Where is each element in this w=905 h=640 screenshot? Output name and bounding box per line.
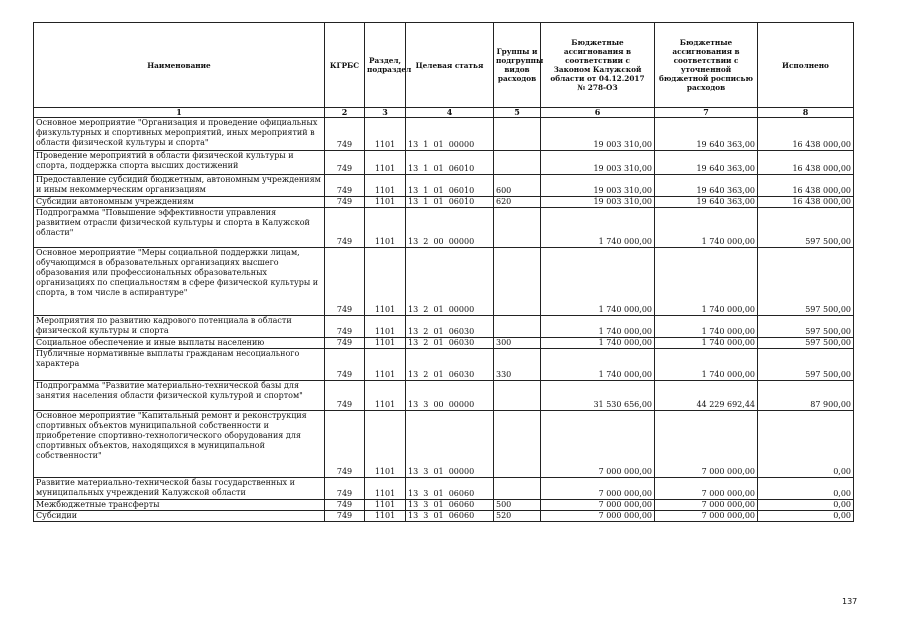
row-law-amount: 7 000 000,00 xyxy=(541,411,655,478)
row-kgrbs: 749 xyxy=(325,175,365,197)
table-row xyxy=(34,500,854,511)
column-number-row xyxy=(34,108,854,118)
row-target: 13 2 01 06030 xyxy=(406,349,494,381)
row-law-amount: 7 000 000,00 xyxy=(541,500,655,511)
column-number: 4 xyxy=(406,108,494,118)
row-section: 1101 xyxy=(365,478,406,500)
row-group xyxy=(494,478,541,500)
column-number: 1 xyxy=(34,108,325,118)
row-section: 1101 xyxy=(365,175,406,197)
row-section: 1101 xyxy=(365,511,406,522)
row-group: 520 xyxy=(494,511,541,522)
row-kgrbs: 749 xyxy=(325,338,365,349)
column-number: 6 xyxy=(541,108,655,118)
row-refined-amount: 7 000 000,00 xyxy=(655,500,758,511)
column-number: 8 xyxy=(758,108,854,118)
row-executed-amount: 16 438 000,00 xyxy=(758,151,854,175)
row-refined-amount: 1 740 000,00 xyxy=(655,338,758,349)
row-target: 13 2 01 06030 xyxy=(406,316,494,338)
row-section: 1101 xyxy=(365,151,406,175)
row-refined-amount: 19 640 363,00 xyxy=(655,118,758,151)
budget-execution-table xyxy=(33,22,854,522)
row-group xyxy=(494,248,541,316)
row-group: 500 xyxy=(494,500,541,511)
row-executed-amount: 16 438 000,00 xyxy=(758,197,854,208)
row-group xyxy=(494,118,541,151)
row-refined-amount: 44 229 692,44 xyxy=(655,381,758,411)
row-law-amount: 19 003 310,00 xyxy=(541,118,655,151)
row-group: 300 xyxy=(494,338,541,349)
row-name: Проведение мероприятий в области физической культуры и спорта, поддержка спорта высших достижений xyxy=(34,151,325,175)
row-target: 13 3 01 00000 xyxy=(406,411,494,478)
row-group xyxy=(494,381,541,411)
row-name: Основное мероприятие "Организация и проведение официальных физкультурных и спортивных мероприятий, иных мероприятий в области физической культуры и спорта" xyxy=(34,118,325,151)
header-target: Целевая статья xyxy=(406,23,494,108)
row-executed-amount: 597 500,00 xyxy=(758,208,854,248)
row-kgrbs: 749 xyxy=(325,316,365,338)
row-target: 13 2 00 00000 xyxy=(406,208,494,248)
table-row xyxy=(34,411,854,478)
column-number: 2 xyxy=(325,108,365,118)
row-target: 13 1 01 06010 xyxy=(406,151,494,175)
row-kgrbs: 749 xyxy=(325,118,365,151)
row-target: 13 3 01 06060 xyxy=(406,500,494,511)
row-refined-amount: 1 740 000,00 xyxy=(655,208,758,248)
table-row xyxy=(34,175,854,197)
row-law-amount: 19 003 310,00 xyxy=(541,175,655,197)
row-kgrbs: 749 xyxy=(325,381,365,411)
table-row xyxy=(34,208,854,248)
row-law-amount: 1 740 000,00 xyxy=(541,316,655,338)
row-name: Предоставление субсидий бюджетным, автономным учреждениям и иным некоммерческим организациям xyxy=(34,175,325,197)
page-number: 137 xyxy=(842,597,858,606)
table-row xyxy=(34,316,854,338)
row-target: 13 3 01 06060 xyxy=(406,478,494,500)
row-kgrbs: 749 xyxy=(325,411,365,478)
table-row xyxy=(34,478,854,500)
row-law-amount: 7 000 000,00 xyxy=(541,511,655,522)
row-section: 1101 xyxy=(365,349,406,381)
column-number: 3 xyxy=(365,108,406,118)
table-row xyxy=(34,349,854,381)
row-law-amount: 1 740 000,00 xyxy=(541,349,655,381)
row-law-amount: 1 740 000,00 xyxy=(541,338,655,349)
row-name: Субсидии автономным учреждениям xyxy=(34,197,325,208)
row-executed-amount: 0,00 xyxy=(758,411,854,478)
row-executed-amount: 87 900,00 xyxy=(758,381,854,411)
row-kgrbs: 749 xyxy=(325,151,365,175)
table-row xyxy=(34,511,854,522)
row-section: 1101 xyxy=(365,500,406,511)
row-kgrbs: 749 xyxy=(325,248,365,316)
row-law-amount: 1 740 000,00 xyxy=(541,208,655,248)
row-law-amount: 19 003 310,00 xyxy=(541,197,655,208)
row-executed-amount: 597 500,00 xyxy=(758,316,854,338)
table-row xyxy=(34,197,854,208)
row-section: 1101 xyxy=(365,118,406,151)
row-law-amount: 31 530 656,00 xyxy=(541,381,655,411)
row-group xyxy=(494,208,541,248)
row-name: Развитие материально-технической базы государственных и муниципальных учреждений Калужской области xyxy=(34,478,325,500)
row-target: 13 2 01 06030 xyxy=(406,338,494,349)
row-executed-amount: 0,00 xyxy=(758,478,854,500)
row-section: 1101 xyxy=(365,381,406,411)
row-group: 330 xyxy=(494,349,541,381)
row-group xyxy=(494,411,541,478)
row-section: 1101 xyxy=(365,248,406,316)
row-law-amount: 19 003 310,00 xyxy=(541,151,655,175)
column-number: 7 xyxy=(655,108,758,118)
table-row xyxy=(34,381,854,411)
row-kgrbs: 749 xyxy=(325,511,365,522)
table-header-row xyxy=(34,23,854,108)
row-kgrbs: 749 xyxy=(325,197,365,208)
header-executed: Исполнено xyxy=(758,23,854,108)
column-number: 5 xyxy=(494,108,541,118)
row-kgrbs: 749 xyxy=(325,208,365,248)
row-refined-amount: 1 740 000,00 xyxy=(655,349,758,381)
row-target: 13 1 01 00000 xyxy=(406,118,494,151)
row-name: Межбюджетные трансферты xyxy=(34,500,325,511)
table-row xyxy=(34,118,854,151)
row-refined-amount: 1 740 000,00 xyxy=(655,316,758,338)
row-refined-amount: 7 000 000,00 xyxy=(655,511,758,522)
row-name: Мероприятия по развитию кадрового потенциала в области физической культуры и спорта xyxy=(34,316,325,338)
row-executed-amount: 597 500,00 xyxy=(758,349,854,381)
row-target: 13 1 01 06010 xyxy=(406,175,494,197)
row-section: 1101 xyxy=(365,197,406,208)
row-group xyxy=(494,316,541,338)
row-section: 1101 xyxy=(365,208,406,248)
header-section: Раздел, подраздел xyxy=(365,23,406,108)
row-name: Подпрограмма "Развитие материально-технической базы для занятия населения области физической культурой и спортом" xyxy=(34,381,325,411)
row-name: Социальное обеспечение и иные выплаты населению xyxy=(34,338,325,349)
row-refined-amount: 1 740 000,00 xyxy=(655,248,758,316)
header-refined: Бюджетные ассигнования в соответствии с уточненной бюджетной росписью расходов xyxy=(655,23,758,108)
row-law-amount: 7 000 000,00 xyxy=(541,478,655,500)
row-target: 13 1 01 06010 xyxy=(406,197,494,208)
table-row xyxy=(34,248,854,316)
row-name: Основное мероприятие "Меры социальной поддержки лицам, обучающимся в образовательных организациях высшего образования или профессиональных образовательных организациях по специальностям в сфере физической культуры и спорта, в том числе в аспирантуре" xyxy=(34,248,325,316)
row-refined-amount: 7 000 000,00 xyxy=(655,411,758,478)
row-section: 1101 xyxy=(365,338,406,349)
row-kgrbs: 749 xyxy=(325,478,365,500)
row-section: 1101 xyxy=(365,411,406,478)
header-kgrbs: КГРБС xyxy=(325,23,365,108)
row-target: 13 2 01 00000 xyxy=(406,248,494,316)
row-target: 13 3 01 06060 xyxy=(406,511,494,522)
row-name: Субсидии xyxy=(34,511,325,522)
row-executed-amount: 597 500,00 xyxy=(758,248,854,316)
row-group: 600 xyxy=(494,175,541,197)
row-name: Основное мероприятие "Капитальный ремонт и реконструкция спортивных объектов муниципальной собственности и приобретение спортивно-технологического оборудования для спортивных объектов, находящихся в муниципальной собственности" xyxy=(34,411,325,478)
row-section: 1101 xyxy=(365,316,406,338)
row-refined-amount: 19 640 363,00 xyxy=(655,175,758,197)
row-name: Подпрограмма "Повышение эффективности управления развитием отрасли физической культуры и спорта в Калужской области" xyxy=(34,208,325,248)
row-executed-amount: 0,00 xyxy=(758,511,854,522)
header-law: Бюджетные ассигнования в соответствии с Законом Калужской области от 04.12.2017 № 278-ОЗ xyxy=(541,23,655,108)
row-refined-amount: 7 000 000,00 xyxy=(655,478,758,500)
row-target: 13 3 00 00000 xyxy=(406,381,494,411)
header-name: Наименование xyxy=(34,23,325,108)
table-row xyxy=(34,151,854,175)
row-executed-amount: 16 438 000,00 xyxy=(758,175,854,197)
row-kgrbs: 749 xyxy=(325,349,365,381)
table-row xyxy=(34,338,854,349)
row-name: Публичные нормативные выплаты гражданам несоциального характера xyxy=(34,349,325,381)
row-executed-amount: 597 500,00 xyxy=(758,338,854,349)
row-group: 620 xyxy=(494,197,541,208)
row-executed-amount: 16 438 000,00 xyxy=(758,118,854,151)
row-refined-amount: 19 640 363,00 xyxy=(655,197,758,208)
row-refined-amount: 19 640 363,00 xyxy=(655,151,758,175)
row-kgrbs: 749 xyxy=(325,500,365,511)
row-law-amount: 1 740 000,00 xyxy=(541,248,655,316)
row-executed-amount: 0,00 xyxy=(758,500,854,511)
row-group xyxy=(494,151,541,175)
header-groups: Группы и подгруппы видов расходов xyxy=(494,23,541,108)
